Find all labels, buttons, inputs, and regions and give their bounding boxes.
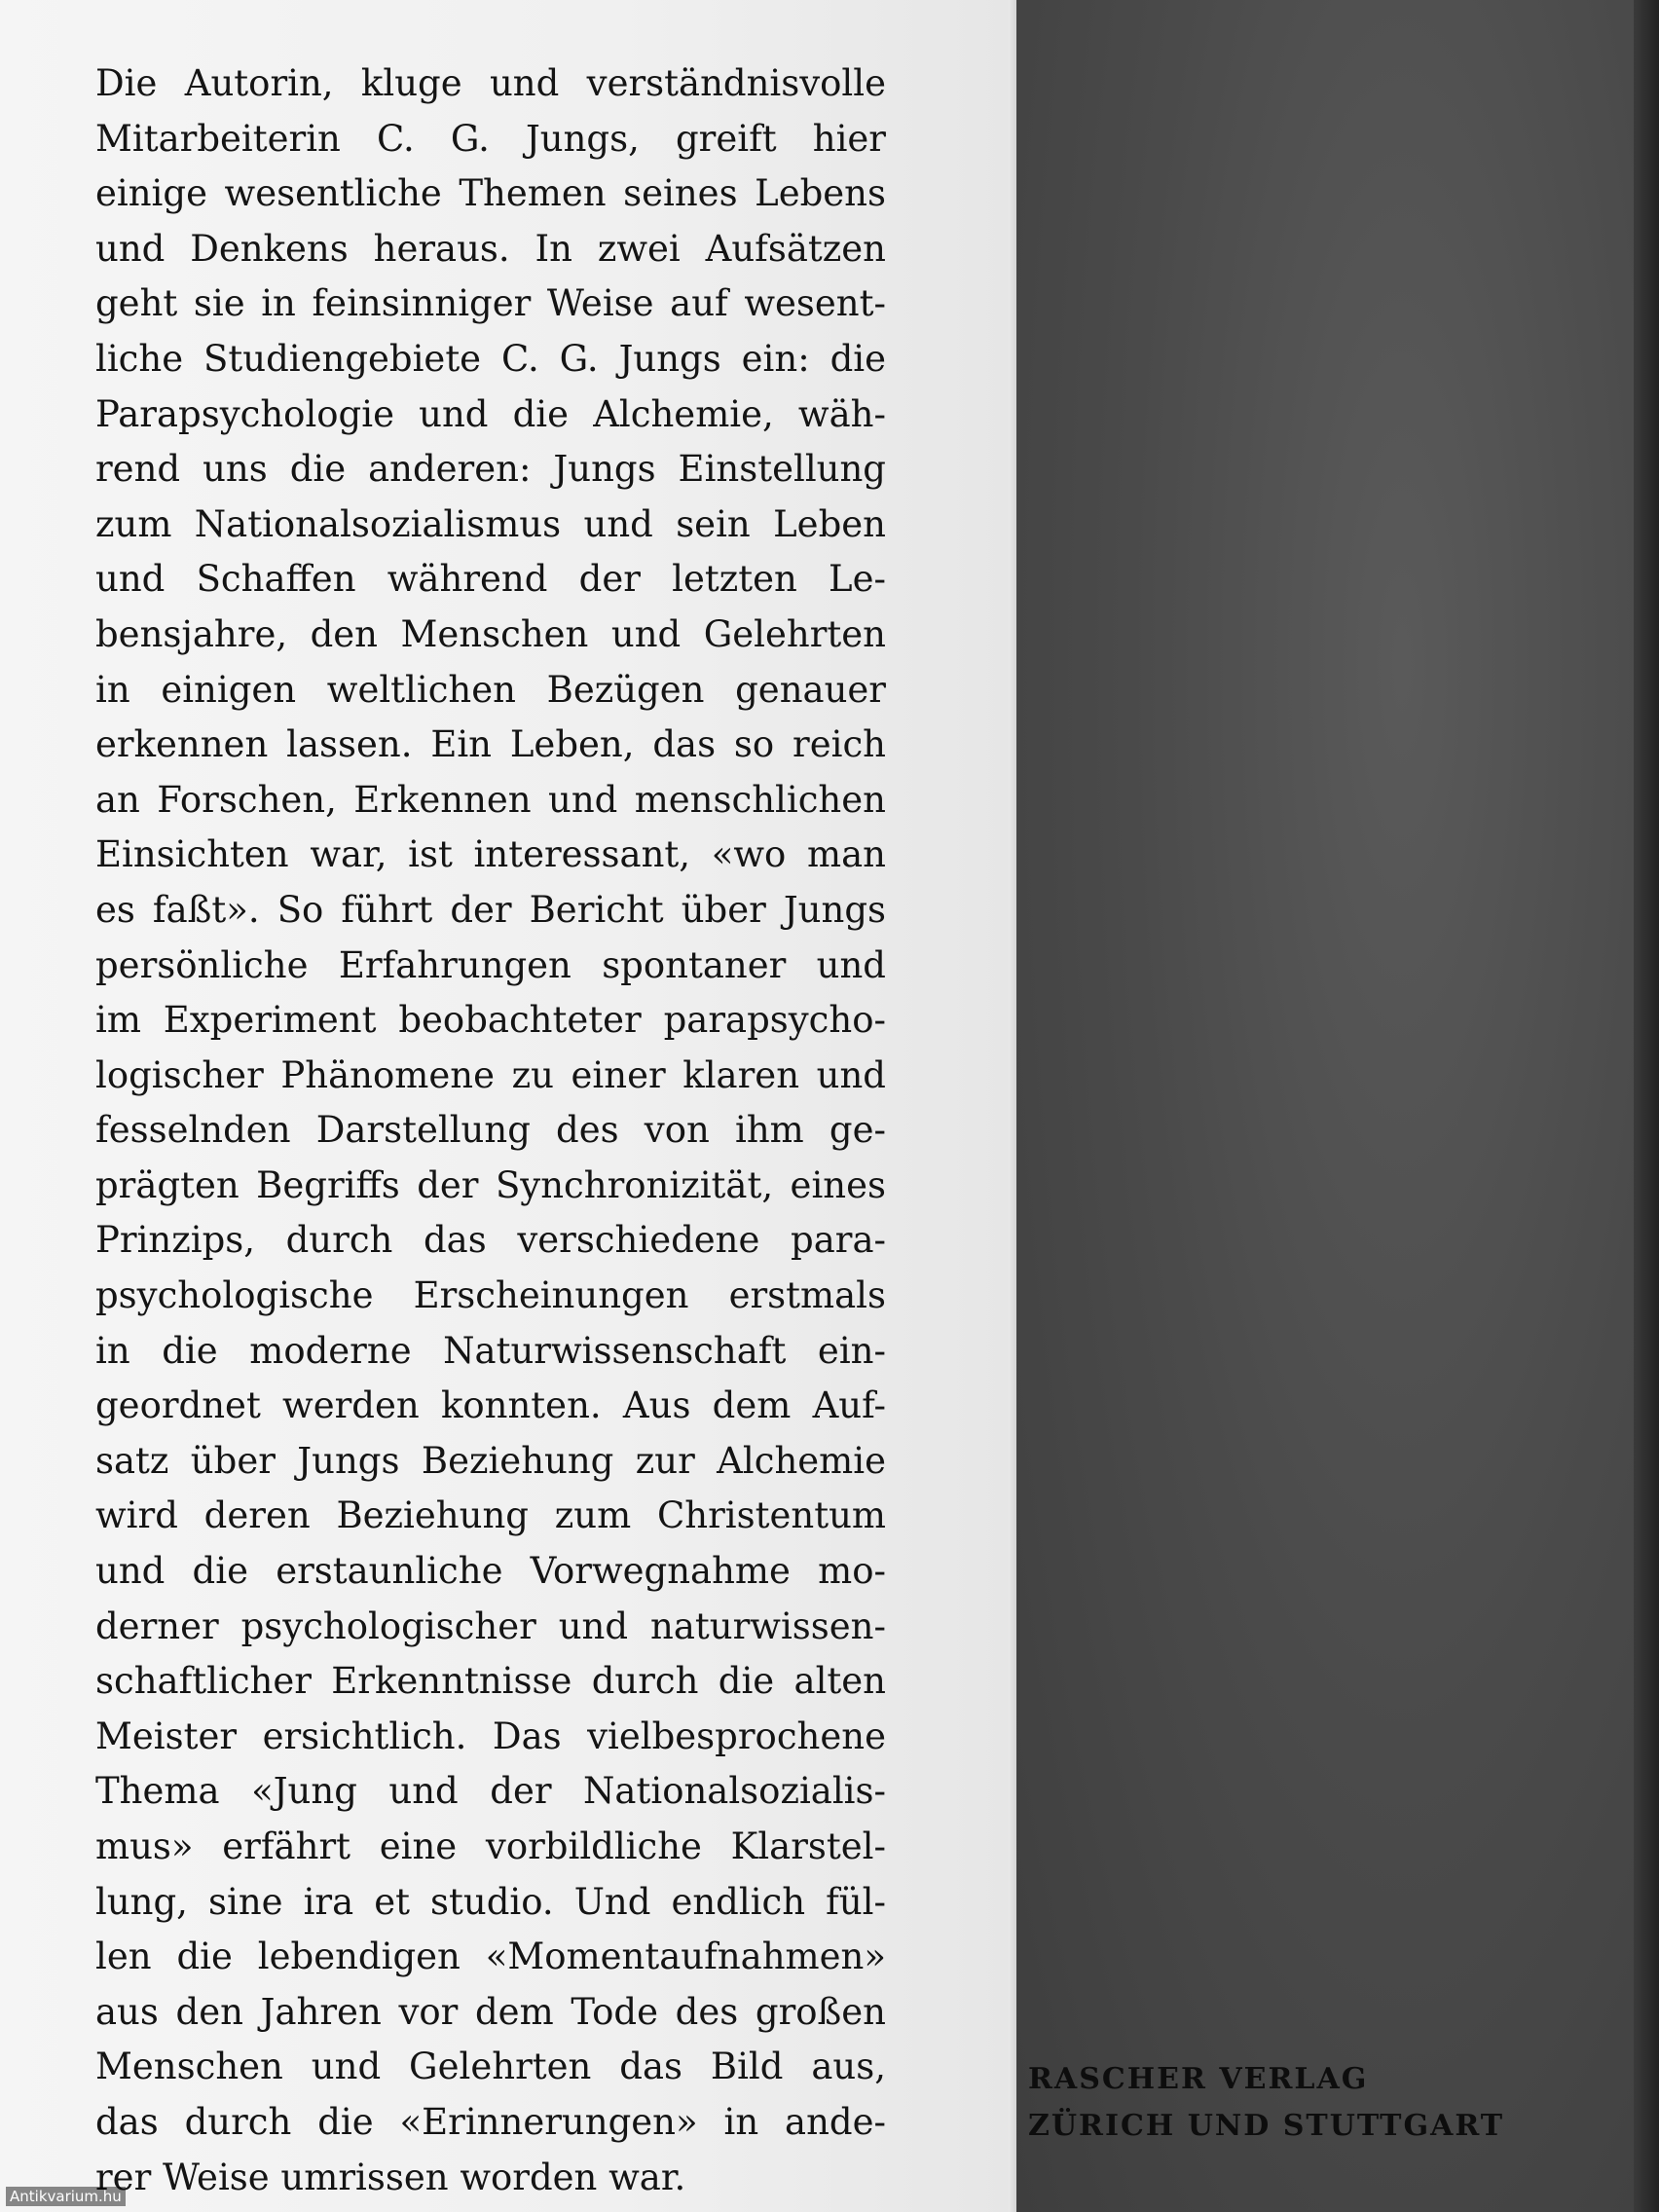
blurb-line: Parapsychologie und die Alchemie, wäh- [95,392,886,435]
dark-cover-panel [1016,0,1659,2212]
blurb-line: Menschen und Gelehrten das Bild aus, [95,2046,886,2088]
blurb-text [95,56,886,2205]
blurb-line: einige wesentliche Themen seines Lebens [95,172,886,215]
blurb-line: erkennen lassen. Ein Leben, das so reich [95,723,886,766]
blurb-line: in die moderne Naturwissenschaft ein- [95,1329,886,1372]
blurb-line: satz über Jungs Beziehung zur Alchemie [95,1439,886,1482]
publisher-name: RASCHER VERLAG [1028,2062,1369,2096]
blurb-line: geordnet werden konnten. Aus dem Auf- [95,1384,886,1427]
blurb-line: liche Studiengebiete C. G. Jungs ein: die [95,337,886,380]
blurb-line: mus» erfährt eine vorbildliche Klarstel- [95,1825,886,1867]
blurb-line: persönliche Erfahrungen spontaner und [95,943,886,986]
blurb-line: Die Autorin, kluge und verständnisvolle [95,62,886,104]
blurb-line: und Schaffen während der letzten Le- [95,558,886,601]
blurb-line: Thema «Jung und der Nationalsozialis- [95,1770,886,1813]
blurb-line: es faßt». So führt der Bericht über Jungs [95,888,886,931]
blurb-line: psychologische Erscheinungen erstmals [95,1274,886,1317]
blurb-line: in einigen weltlichen Bezügen genauer [95,668,886,711]
blurb-line: und die erstaunliche Vorwegnahme mo- [95,1550,886,1593]
blurb-line: rend uns die anderen: Jungs Einstellung [95,448,886,491]
blurb-line: an Forschen, Erkennen und menschlichen [95,778,886,821]
blurb-line: das durch die «Erinnerungen» in ande- [95,2100,886,2143]
blurb-line: geht sie in feinsinniger Weise auf wesent- [95,282,886,325]
blurb-line: Prinzips, durch das verschiedene para- [95,1219,886,1262]
blurb-line: im Experiment beobachteter parapsycho- [95,999,886,1042]
blurb-line: logischer Phänomene zu einer klaren und [95,1053,886,1096]
blurb-line: aus den Jahren vor dem Tode des großen [95,1990,886,2033]
blurb-line: fesselnden Darstellung des von ihm ge- [95,1109,886,1152]
publisher-imprint [1028,2056,1612,2150]
blurb-line: und Denkens heraus. In zwei Aufsätzen [95,227,886,270]
blurb-line: len die lebendigen «Momentaufnahmen» [95,1936,886,1978]
blurb-line: Einsichten war, ist interessant, «wo man [95,833,886,876]
blurb-line: derner psychologischer und naturwissen- [95,1604,886,1647]
blurb-line: wird deren Beziehung zum Christentum [95,1494,886,1537]
blurb-line: bensjahre, den Menschen und Gelehrten [95,612,886,655]
blurb-line: zum Nationalsozialismus und sein Leben [95,502,886,545]
cover-edge [1634,0,1659,2212]
blurb-line: Mitarbeiterin C. G. Jungs, greift hier [95,117,886,160]
blurb-line: prägten Begriffs der Synchronizität, eines [95,1163,886,1206]
blurb-line: Meister ersichtlich. Das vielbesprochene [95,1714,886,1757]
publisher-place: ZÜRICH UND STUTTGART [1028,2109,1505,2143]
blurb-line: lung, sine ira et studio. Und endlich fül- [95,1880,886,1923]
blurb-line: rer Weise umrissen worden war. [95,2156,686,2198]
blurb-line: schaftlicher Erkenntnisse durch die alten [95,1660,886,1703]
watermark-logo: Antikvarium.hu [6,2187,126,2206]
